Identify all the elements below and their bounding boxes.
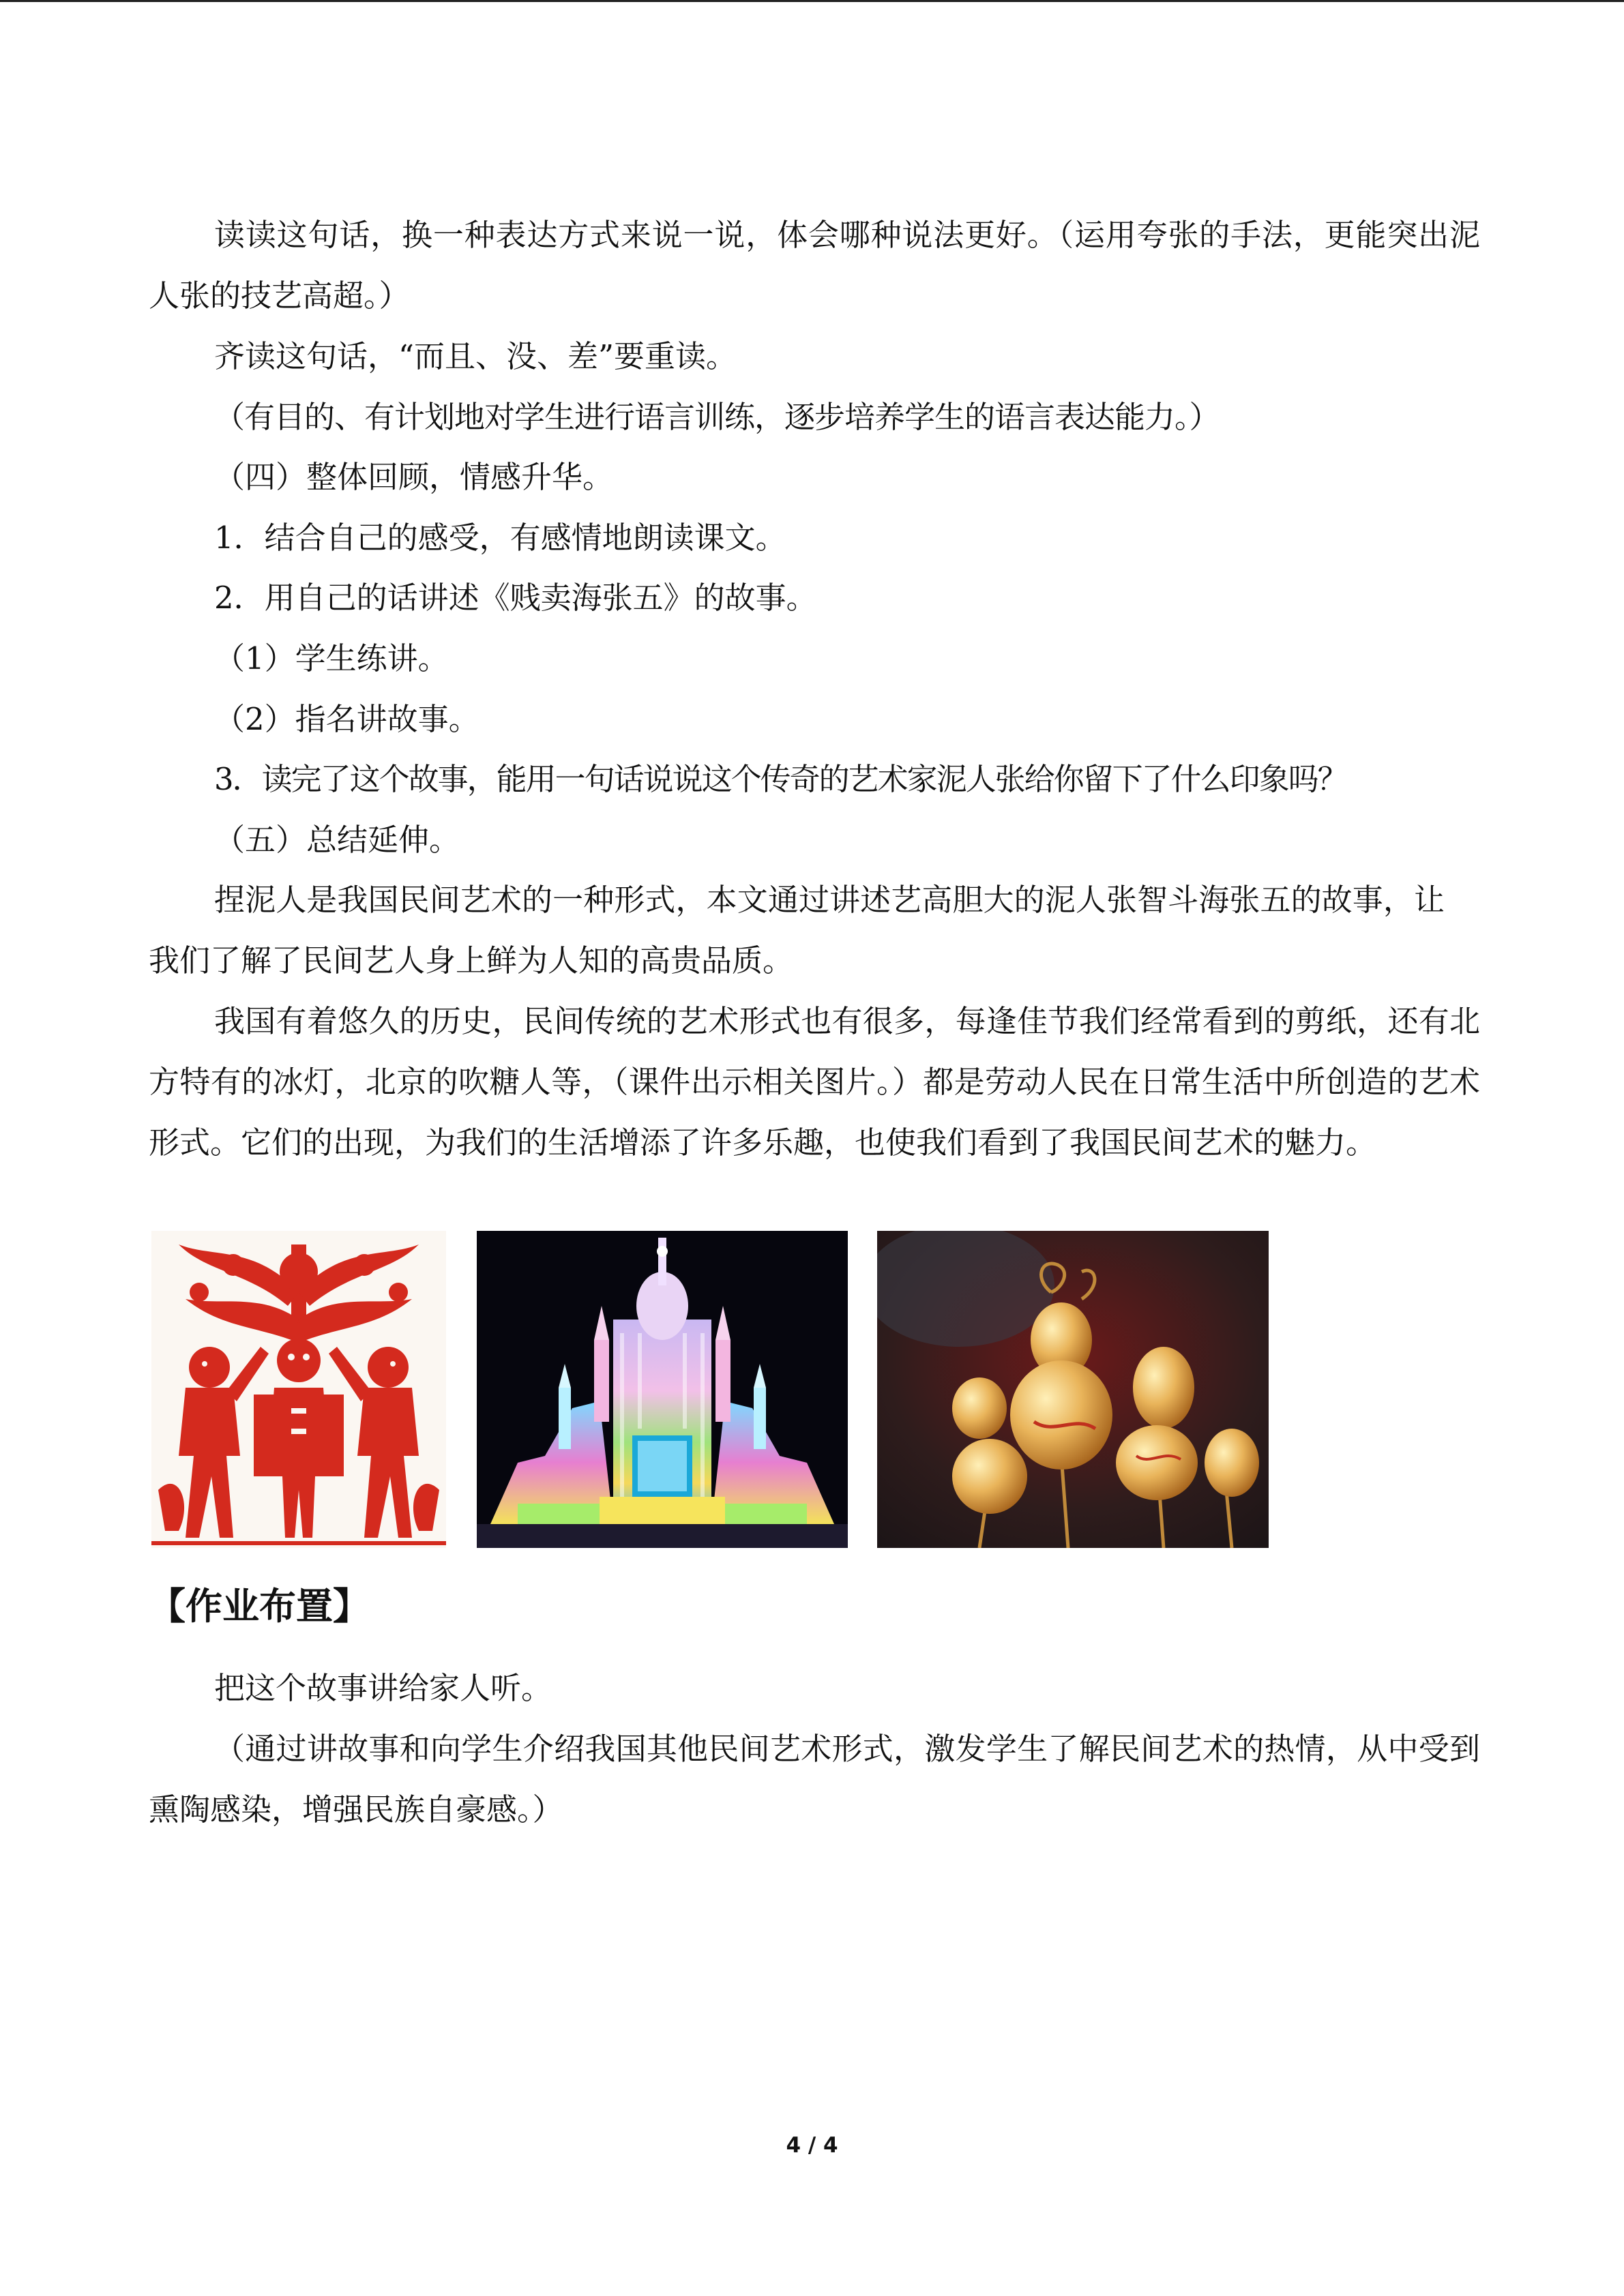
list-item: （1）学生练讲。 [214, 640, 449, 676]
list-item: （2）指名讲故事。 [214, 701, 479, 737]
body-paragraph: 捏泥人是我国民间艺术的一种形式，本文通过讲述艺高胆大的泥人张智斗海张五的故事，让我们了解了民间艺人身上鲜为人知的高贵品质。 [149, 882, 1445, 979]
paper-cut-image [151, 1231, 446, 1548]
ice-lantern-image [477, 1231, 848, 1548]
body-paragraph: 读读这句话，换一种表达方式来说一说，体会哪种说法更好。（运用夸张的手法，更能突出泥人张的技艺高超。） [149, 217, 1480, 314]
list-item: 3．读完了这个故事，能用一句话说说这个传奇的艺术家泥人张给你留下了什么印象吗？ [214, 761, 1347, 797]
page-top-border [0, 0, 1624, 2]
body-paragraph: 齐读这句话，“而且、没、差”要重读。 [214, 338, 737, 374]
list-item: 2．用自己的话讲述《贱卖海张五》的故事。 [214, 580, 817, 616]
blown-sugar-image [877, 1231, 1269, 1548]
section-heading: （四）整体回顾，情感升华。 [214, 459, 614, 495]
page-number: 4 / 4 [786, 2133, 838, 2158]
body-paragraph: 我国有着悠久的历史，民间传统的艺术形式也有很多，每逢佳节我们经常看到的剪纸，还有北方特有的冰灯，北京的吹糖人等，（课件出示相关图片。）都是劳动人民在日常生活中所创造的艺术形式。它们的出现，为我们的生活增添了许多乐趣，也使我们看到了我国民间艺术的魅力。 [149, 1003, 1480, 1161]
section-heading: （五）总结延伸。 [214, 822, 460, 858]
body-paragraph: （有目的、有计划地对学生进行语言训练，逐步培养学生的语言表达能力。） [214, 399, 1220, 435]
homework-heading: 【作业布置】 [149, 1585, 370, 1628]
homework-paragraph: 把这个故事讲给家人听。 [214, 1670, 552, 1706]
homework-paragraph: （通过讲故事和向学生介绍我国其他民间艺术形式，激发学生了解民间艺术的热情，从中受到熏陶感染，增强民族自豪感。） [149, 1731, 1480, 1828]
list-item: 1．结合自己的感受，有感情地朗读课文。 [214, 520, 786, 556]
